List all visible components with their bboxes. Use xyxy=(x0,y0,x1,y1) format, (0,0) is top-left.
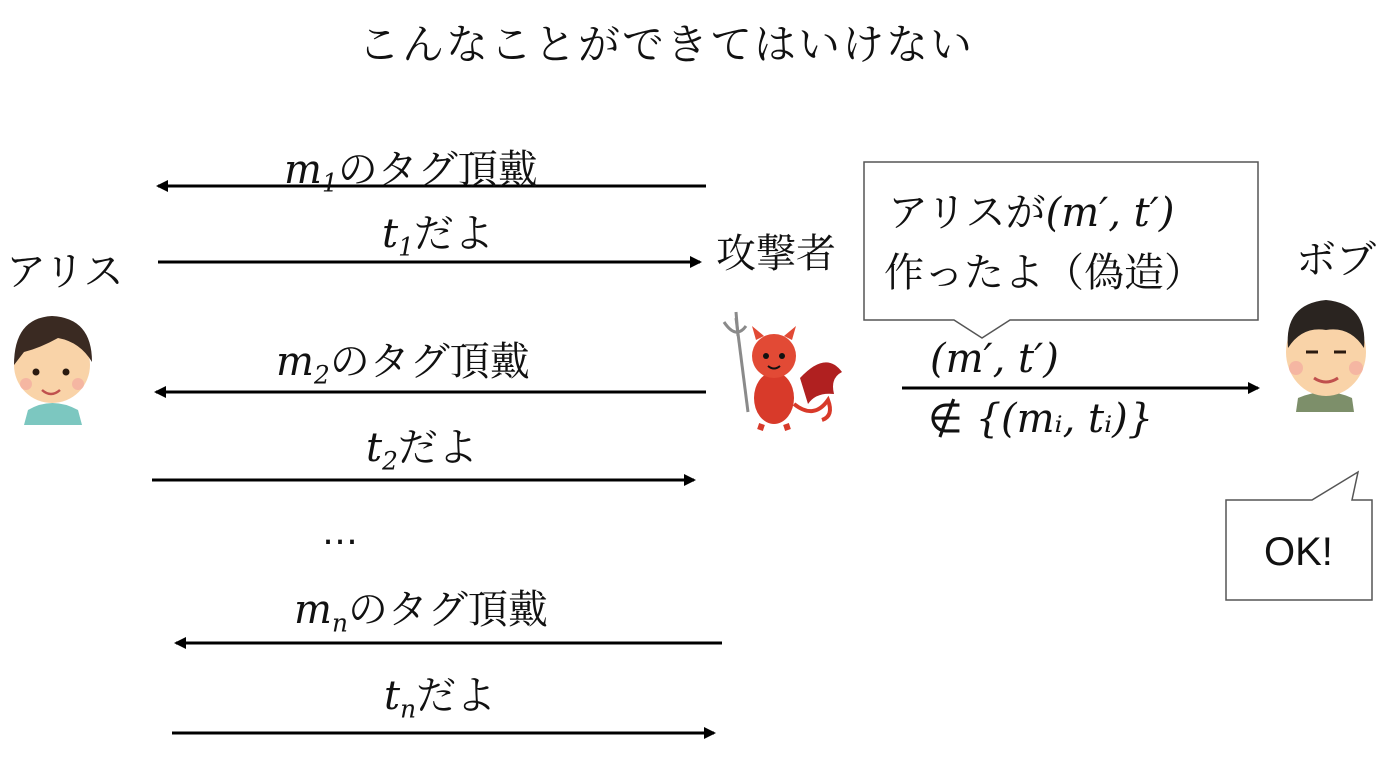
forged-pair-label: (m′, t′) xyxy=(930,336,1059,382)
message-label-tn: $t_n$だよ xyxy=(384,673,497,724)
message-label-t2: $t_2$だよ xyxy=(366,425,478,476)
alice-label: アリス xyxy=(6,249,124,295)
diagram-title: こんなことができてはいけない xyxy=(357,20,974,69)
alice-avatar xyxy=(14,316,92,425)
devil-attacker-icon xyxy=(724,312,842,430)
bob-avatar xyxy=(1286,300,1366,412)
attacker-label: 攻撃者 xyxy=(716,231,836,277)
attacker-bubble-line2: 作ったよ（偽造） xyxy=(884,250,1204,296)
not-in-set-label: ∉ {(mᵢ, tᵢ)} xyxy=(928,396,1154,442)
ellipsis: … xyxy=(322,512,358,553)
bob-label: ボブ xyxy=(1296,237,1376,283)
bob-reply-text: OK! xyxy=(1264,530,1333,574)
message-label-m2: $m_2$のタグ頂戴 xyxy=(276,339,530,390)
message-label-mn: $m_n$のタグ頂戴 xyxy=(294,587,548,638)
message-label-t1: $t_1$だよ xyxy=(382,211,494,262)
message-label-m1: $m_1$のタグ頂戴 xyxy=(284,147,538,198)
attacker-bubble-line1: アリスが(m′, t′) xyxy=(888,190,1175,236)
